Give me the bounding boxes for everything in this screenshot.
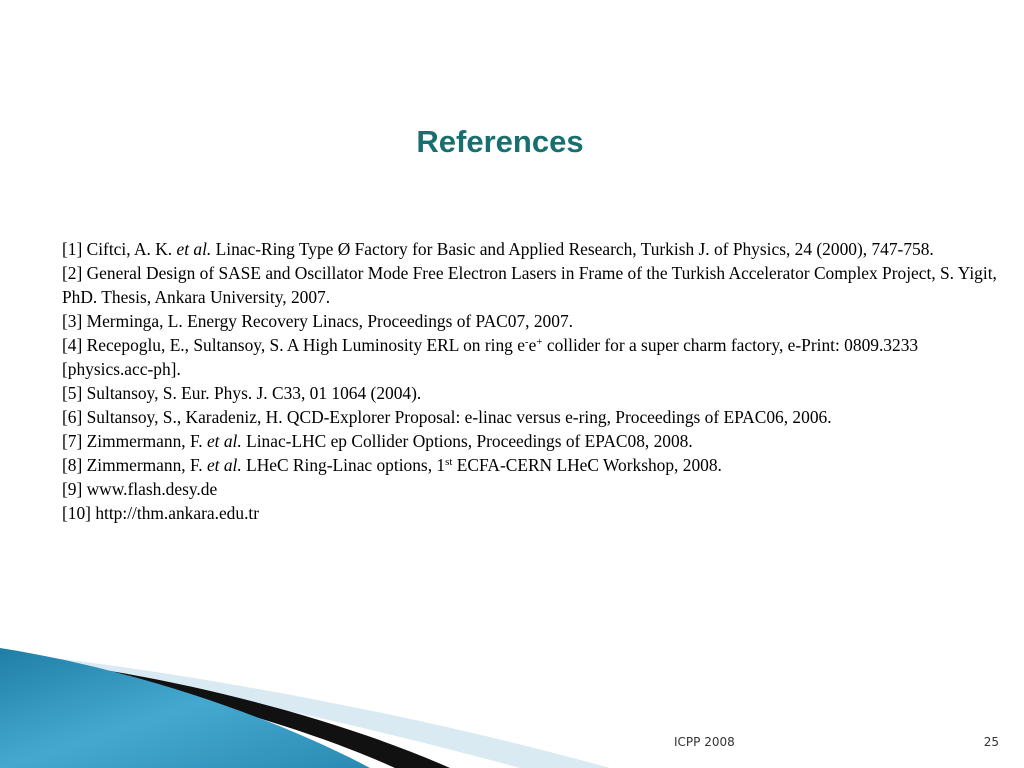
- reference-item: [6] Sultansoy, S., Karadeniz, H. QCD-Explorer Proposal: e-linac versus e-ring, Proceedings of EPAC06, 2006.: [62, 407, 832, 427]
- reference-item: [7] Zimmermann, F. et al. Linac-LHC ep Collider Options, Proceedings of EPAC08, 2008.: [62, 431, 693, 451]
- footer-conference: ICPP 2008: [674, 735, 735, 749]
- reference-item: [3] Merminga, L. Energy Recovery Linacs, Proceedings of PAC07, 2007.: [62, 311, 573, 331]
- reference-item: [10] http://thm.ankara.edu.tr: [62, 503, 260, 523]
- reference-item: [2] General Design of SASE and Oscillator Mode Free Electron Lasers in Frame of the Turkish Accelerator Complex Project, S. Yigit, PhD. Thesis, Ankara University, 2007.: [62, 263, 997, 307]
- reference-item: [9] www.flash.desy.de: [62, 479, 218, 499]
- reference-item: [4] Recepoglu, E., Sultansoy, S. A High Luminosity ERL on ring e-e+ collider for a super charm factory, e-Print: 0809.3233 [physics.acc-ph].: [62, 335, 919, 379]
- reference-item: [1] Ciftci, A. K. et al. Linac-Ring Type Ø Factory for Basic and Applied Research, Turkish J. of Physics, 24 (2000), 747-758.: [62, 239, 934, 259]
- decorative-swoosh: [0, 600, 1024, 768]
- reference-item: [8] Zimmermann, F. et al. LHeC Ring-Linac options, 1st ECFA-CERN LHeC Workshop, 2008.: [62, 455, 722, 475]
- footer-page-number: 25: [983, 735, 999, 749]
- reference-list: [62, 237, 1007, 525]
- title-text: References: [416, 124, 584, 159]
- reference-item: [5] Sultansoy, S. Eur. Phys. J. C33, 01 1064 (2004).: [62, 383, 422, 403]
- page-title: [0, 124, 1000, 160]
